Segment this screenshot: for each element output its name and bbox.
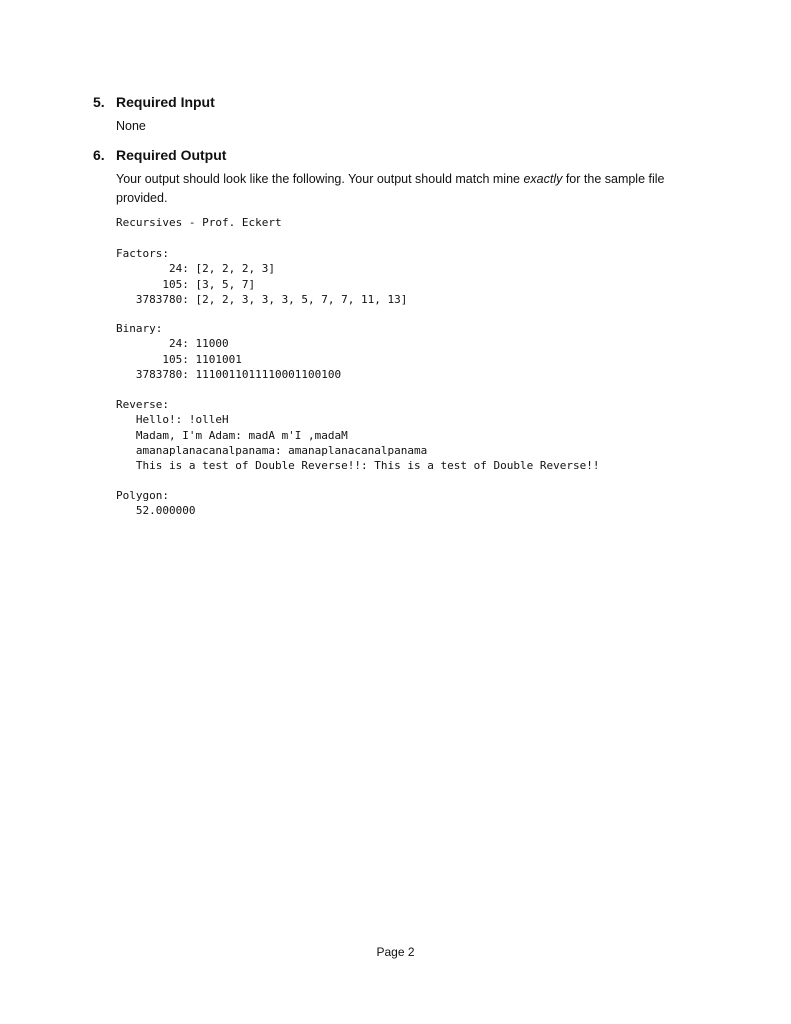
required-output-description <box>116 170 716 208</box>
section-title: Required Input <box>116 94 215 110</box>
sample-output-factors: Factors: 24: [2, 2, 2, 3] 105: [3, 5, 7] 3783780: [2, 2, 3, 3, 3, 5, 7, 7, 11, 13] <box>116 247 408 306</box>
section-number: 6. <box>93 147 105 163</box>
sample-output-title: Recursives - Prof. Eckert <box>116 216 282 229</box>
description-emphasis: exactly <box>523 172 563 186</box>
section-heading-required-output <box>93 147 226 163</box>
required-input-text: None <box>116 119 146 133</box>
sample-output-binary: Binary: 24: 11000 105: 1101001 3783780: 1110011011110001100100 <box>116 322 342 381</box>
section-title: Required Output <box>116 147 227 163</box>
description-text-end: for the sample file provided. <box>116 172 665 205</box>
sample-output-reverse: Reverse: Hello!: !olleH Madam, I'm Adam: madA m'I ,madaM amanaplanacanalpanama: amanaplanacanalpanama This is a test of Double Reverse!!: This is a test of Double Reverse!! <box>116 398 600 473</box>
section-number: 5. <box>93 94 105 110</box>
sample-output-polygon: Polygon: 52.000000 <box>116 489 196 518</box>
section-heading-required-input <box>93 94 215 110</box>
page-number: Page 2 <box>376 945 415 959</box>
description-text-start: Your output should look like the following. Your output should match mine <box>116 172 524 186</box>
